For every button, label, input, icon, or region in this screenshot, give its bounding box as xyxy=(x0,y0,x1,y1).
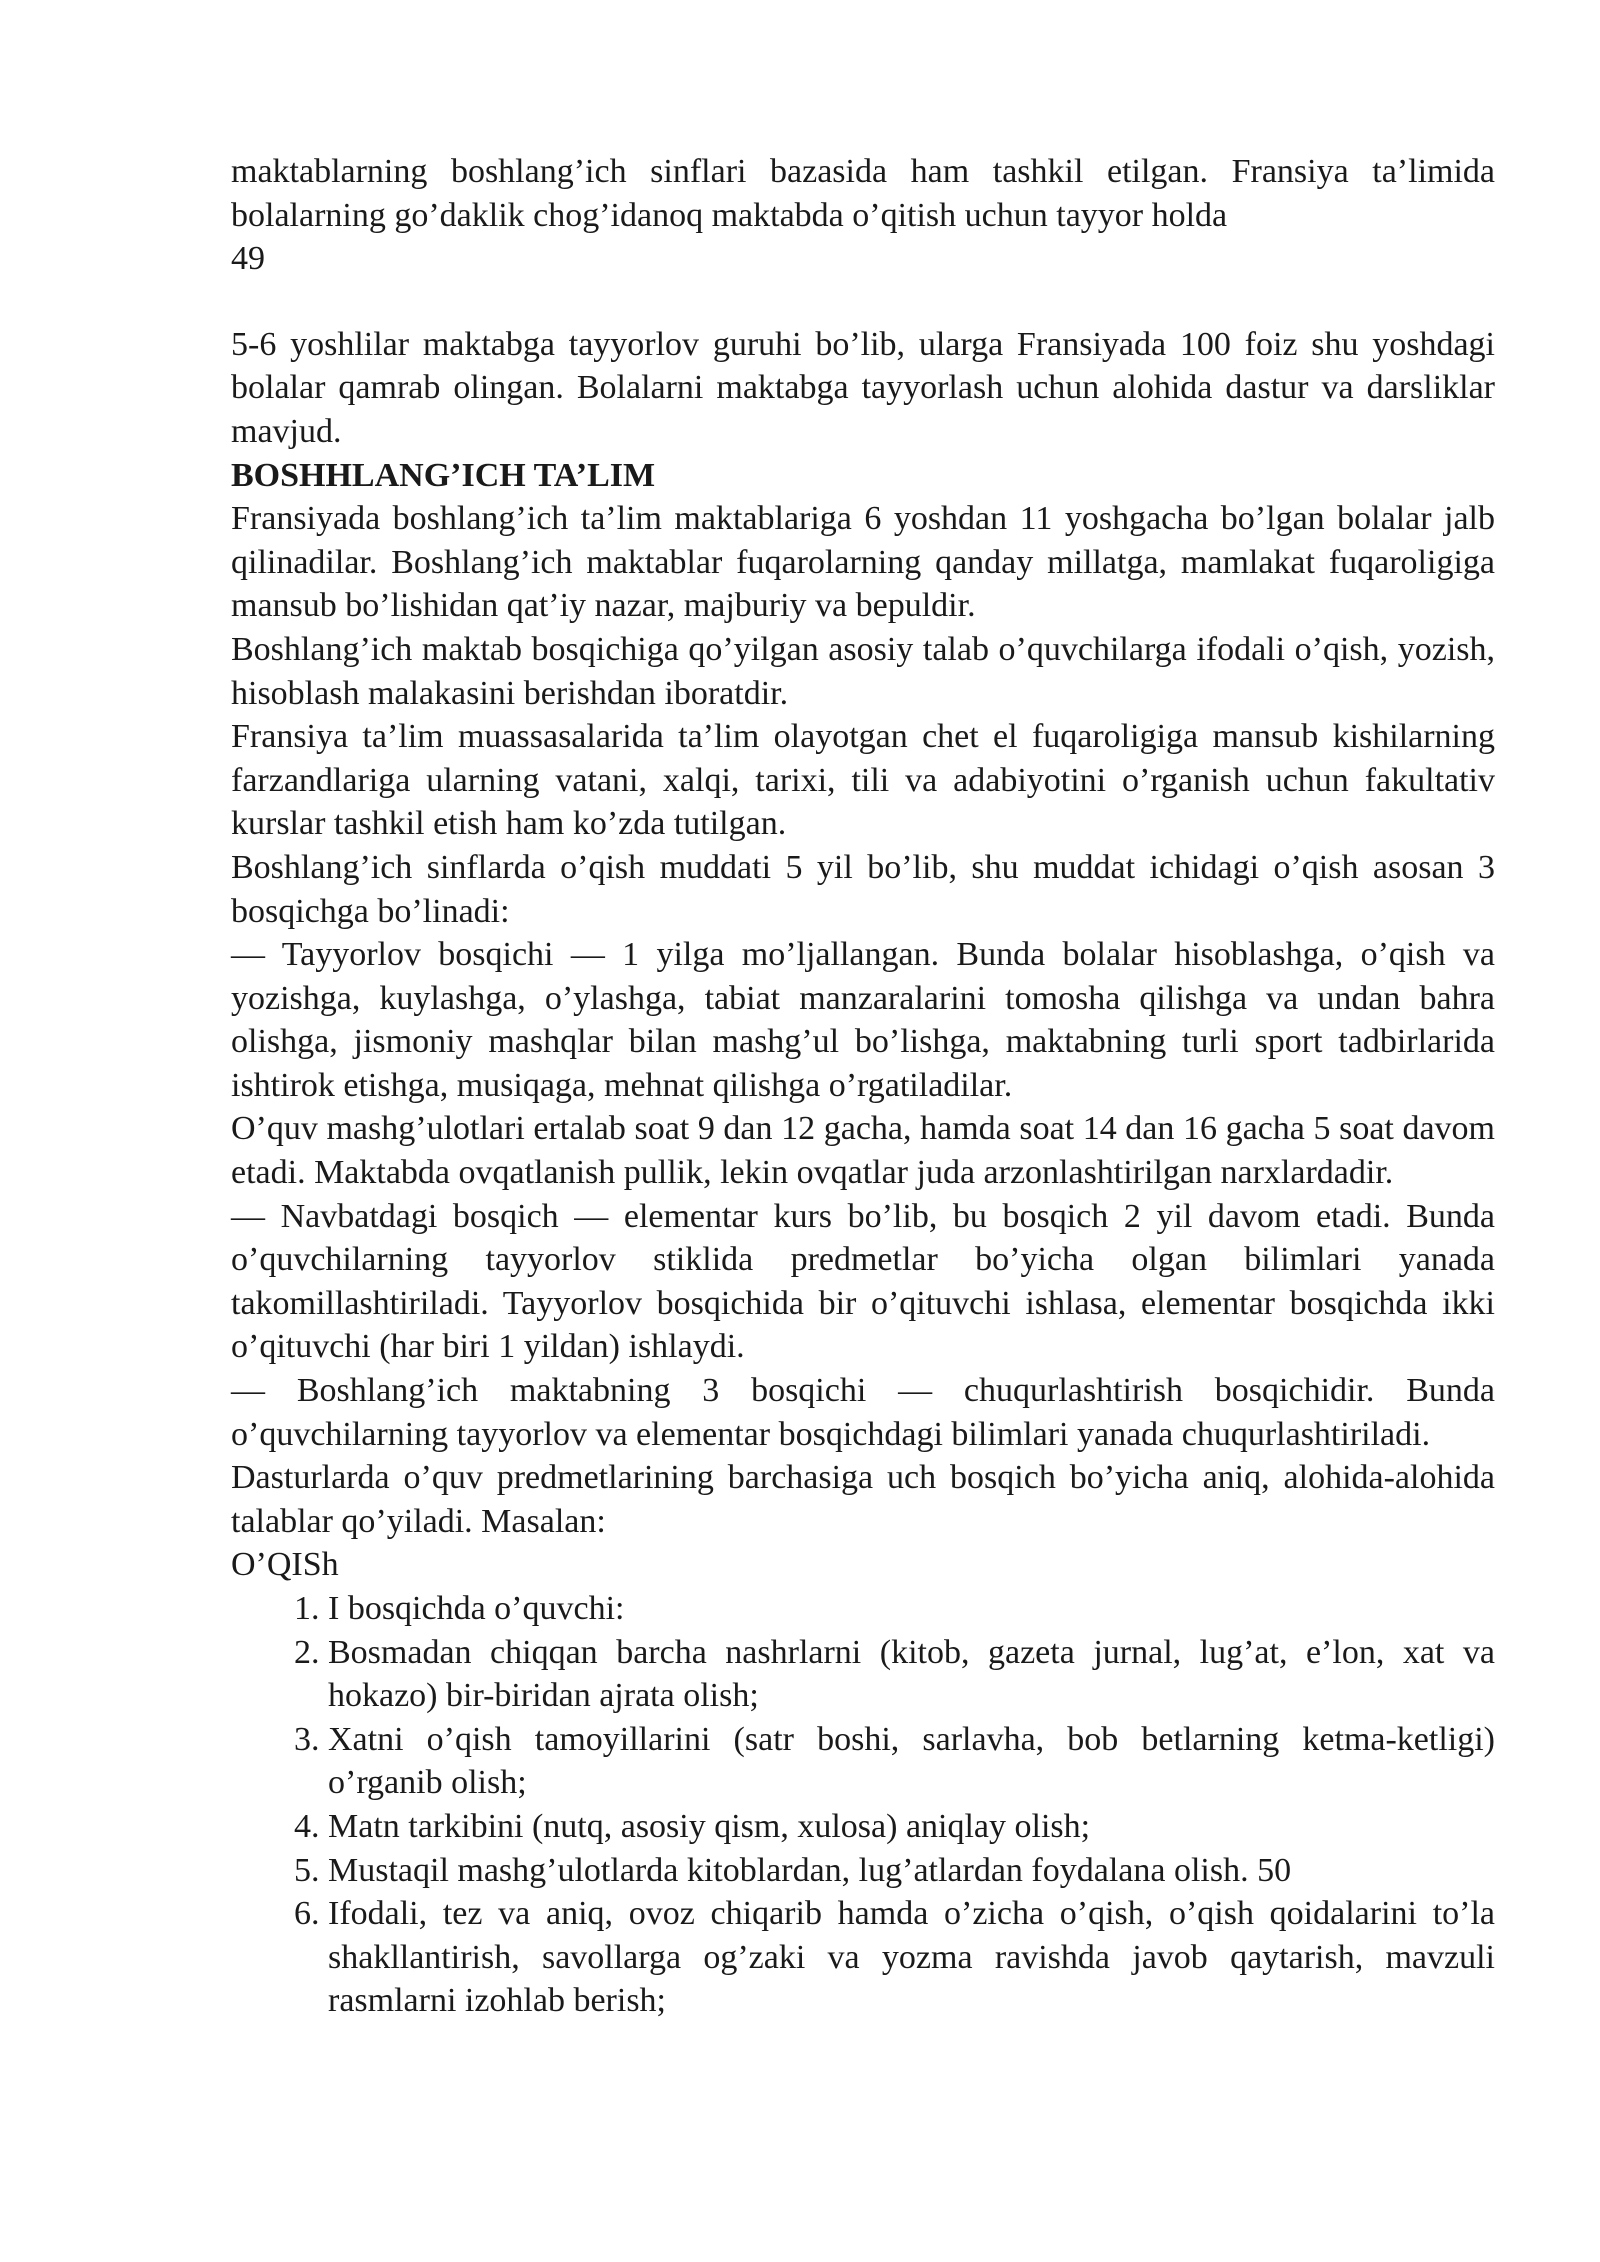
subheading-reading: O’QISh xyxy=(231,1546,339,1584)
list-item: 3. Xatni o’qish tamoyillarini (satr boshi, sarlavha, bob betlarning ketma-ketligi) o’rganib olish; xyxy=(328,1718,1495,1805)
paragraph-age-range: Fransiyada boshlang’ich ta’lim maktablariga 6 yoshdan 11 yoshgacha bo’lgan bolalar jalb qilinadilar. Boshlang’ich maktablar fuqarolarning qanday millatga, mamlakat fuqaroligiga mansub bo’lishidan qat’iy nazar, majburiy va bepuldir. xyxy=(231,500,1495,625)
paragraph-deepening-stage: — Boshlang’ich maktabning 3 bosqichi — chuqurlashtirish bosqichidir. Bunda o’quvchilarning tayyorlov va elementar bosqichdagi bilimlari yanada chuqurlashtiriladi. xyxy=(231,1372,1495,1453)
paragraph-foreign-children: Fransiya ta’lim muassasalarida ta’lim olayotgan chet el fuqaroligiga mansub kishilarning farzandlariga ularning vatani, xalqi, tarixi, tili va adabiyotini o’rganish uchun fakultativ kurslar tashkil etish ham ko’zda tutilgan. xyxy=(231,718,1495,843)
list-item: 4. Matn tarkibini (nutq, asosiy qism, xulosa) aniqlay olish; xyxy=(328,1805,1495,1849)
paragraph-curriculum: Dasturlarda o’quv predmetlarining barchasiga uch bosqich bo’yicha aniq, alohida-alohida talablar qo’yiladi. Masalan: xyxy=(231,1459,1495,1540)
page-number: 49 xyxy=(231,240,265,278)
paragraph-main-requirement: Boshlang’ich maktab bosqichiga qo’yilgan asosiy talab o’quvchilarga ifodali o’qish, yozish, hisoblash malakasini berishdan iboratdir. xyxy=(231,630,1495,712)
paragraph-preschool: 5-6 yoshlilar maktabga tayyorlov guruhi bo’lib, ularga Fransiyada 100 foiz shu yoshdagi bolalar qamrab olingan. Bolalarni maktabga tayyorlash uchun alohida dastur va darsliklar mavjud. xyxy=(231,325,1495,450)
list-item: 2. Bosmadan chiqqan barcha nashrlarni (kitob, gazeta jurnal, lug’at, e’lon, xat va hokazo) bir-biridan ajrata olish; xyxy=(328,1631,1495,1718)
requirements-list xyxy=(231,1587,1495,2023)
paragraph-elementary-stage: — Navbatdagi bosqich — elementar kurs bo’lib, bu bosqich 2 yil davom etadi. Bunda o’quvchilarning tayyorlov stiklida predmetlar bo’yicha olgan bilimlari yanada takomillashtiriladi. Tayyorlov bosqichida bir o’qituvchi ishlasa, elementar bosqichda ikki o’qituvchi (har biri 1 yildan) ishlaydi. xyxy=(231,1197,1495,1366)
document-page xyxy=(231,150,1495,2023)
section-heading: BOSHHLANG’ICH TA’LIM xyxy=(231,456,656,494)
paragraph-continuation: maktablarning boshlang’ich sinflari bazasida ham tashkil etilgan. Fransiya ta’limida bolalarning go’daklik chog’idanoq maktabda o’qitish uchun tayyor holda xyxy=(231,153,1495,234)
paragraph-study-duration: Boshlang’ich sinflarda o’qish muddati 5 yil bo’lib, shu muddat ichidagi o’qish asosan 3 bosqichga bo’linadi: xyxy=(231,848,1495,930)
page-break-gap xyxy=(231,281,1495,323)
list-item: 6. Ifodali, tez va aniq, ovoz chiqarib hamda o’zicha o’qish, o’qish qoidalarini to’la shakllantirish, savollarga og’zaki va yozma ravishda javob qaytarish, mavzuli rasmlarni izohlab berish; xyxy=(328,1892,1495,2023)
paragraph-class-hours: O’quv mashg’ulotlari ertalab soat 9 dan 12 gacha, hamda soat 14 dan 16 gacha 5 soat davom etadi. Maktabda ovqatlanish pullik, lekin ovqatlar juda arzonlashtirilgan narxlardadir. xyxy=(231,1110,1495,1192)
paragraph-preparatory-stage: — Tayyorlov bosqichi — 1 yilga mo’ljallangan. Bunda bolalar hisoblashga, o’qish va yozishga, kuylashga, o’ylashga, tabiat manzaralarini tomosha qilishga va undan bahra olishga, jismoniy mashqlar bilan mashg’ul bo’lishga, maktabning turli sport tadbirlarida ishtirok etishga, musiqaga, mehnat qilishga o’rgatiladilar. xyxy=(231,936,1495,1104)
list-item: 1. I bosqichda o’quvchi: xyxy=(328,1587,1495,1631)
list-item: 5. Mustaqil mashg’ulotlarda kitoblardan, lug’atlardan foydalana olish. 50 xyxy=(328,1849,1495,1893)
